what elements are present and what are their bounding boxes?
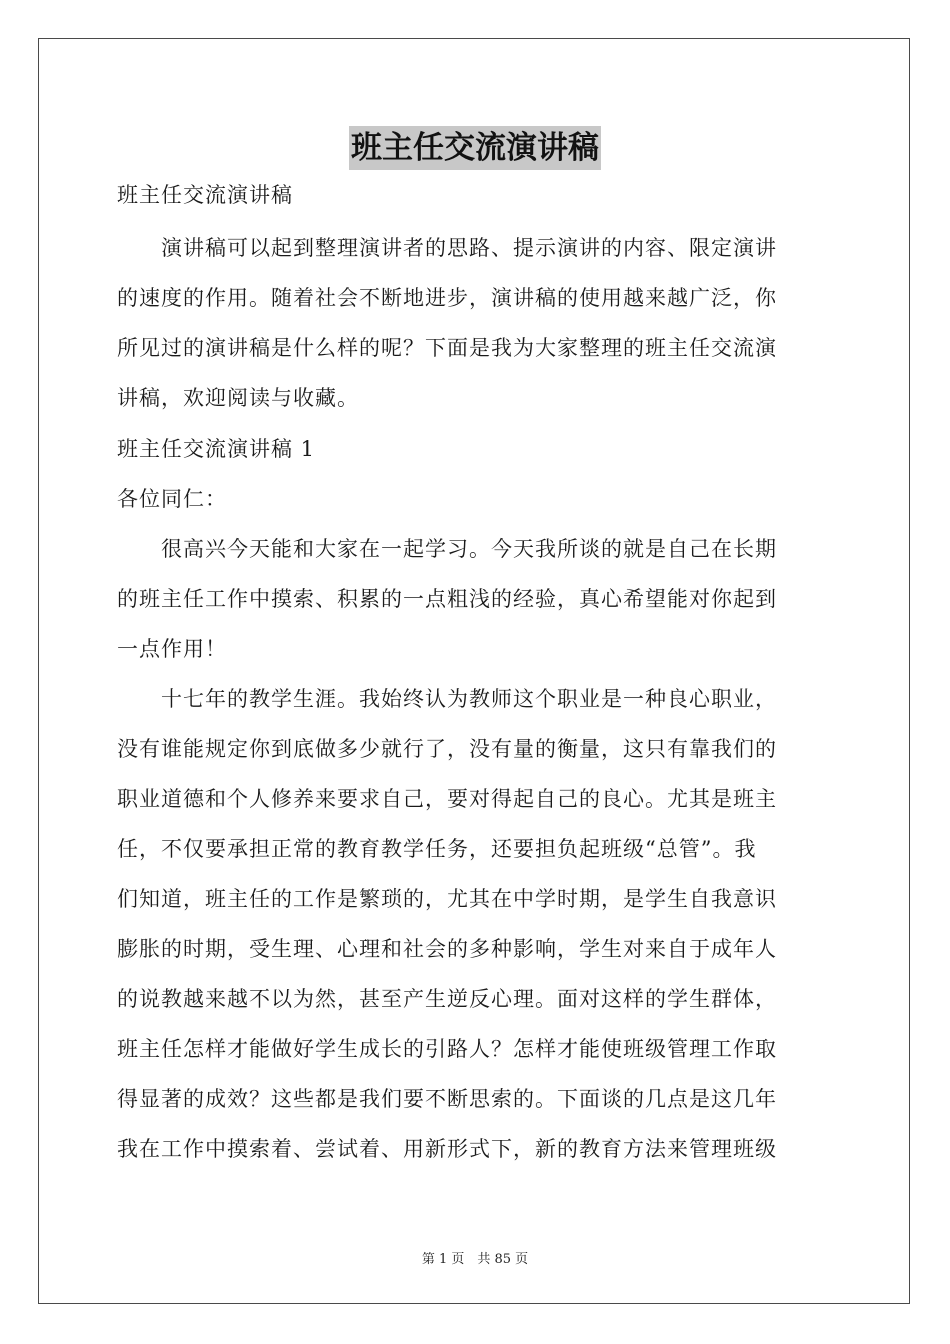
body-line: 班主任怎样才能做好学生成长的引路人？怎样才能使班级管理工作取 <box>117 1037 777 1061</box>
body-line: 得显著的成效？这些都是我们要不断思索的。下面谈的几点是这几年 <box>117 1087 777 1111</box>
body-line: 膨胀的时期，受生理、心理和社会的多种影响，学生对来自于成年人 <box>117 937 777 961</box>
body-line: 任，不仅要承担正常的教育教学任务，还要担负起班级“总管”。我 <box>117 837 757 861</box>
body-line: 职业道德和个人修养来要求自己，要对得起自己的良心。尤其是班主 <box>117 787 777 811</box>
body-line: 很高兴今天能和大家在一起学习。今天我所谈的就是自己在长期 <box>117 537 777 561</box>
body-line: 我在工作中摸索着、尝试着、用新形式下，新的教育方法来管理班级 <box>117 1137 777 1161</box>
page-border <box>38 38 910 1304</box>
body-line: 们知道，班主任的工作是繁琐的，尤其在中学时期，是学生自我意识 <box>117 887 777 911</box>
body-line: 演讲稿可以起到整理演讲者的思路、提示演讲的内容、限定演讲 <box>117 236 777 260</box>
body-line: 十七年的教学生涯。我始终认为教师这个职业是一种良心职业， <box>117 687 777 711</box>
page-number-footer: 第 1 页 共 85 页 <box>421 1252 529 1267</box>
body-line: 各位同仁： <box>117 487 227 511</box>
body-line: 班主任交流演讲稿 1 <box>117 437 316 461</box>
title-wrap <box>0 126 950 170</box>
body-line: 班主任交流演讲稿 <box>117 183 293 207</box>
body-line: 所见过的演讲稿是什么样的呢？下面是我为大家整理的班主任交流演 <box>117 336 777 360</box>
body-line: 的说教越来越不以为然，甚至产生逆反心理。面对这样的学生群体， <box>117 987 777 1011</box>
body-line: 一点作用！ <box>117 637 227 661</box>
body-line: 没有谁能规定你到底做多少就行了，没有量的衡量，这只有靠我们的 <box>117 737 777 761</box>
body-line: 讲稿，欢迎阅读与收藏。 <box>117 386 359 410</box>
document-title: 班主任交流演讲稿 <box>349 126 601 170</box>
body-line: 的速度的作用。随着社会不断地进步，演讲稿的使用越来越广泛，你 <box>117 286 777 310</box>
body-line: 的班主任工作中摸索、积累的一点粗浅的经验，真心希望能对你起到 <box>117 587 777 611</box>
